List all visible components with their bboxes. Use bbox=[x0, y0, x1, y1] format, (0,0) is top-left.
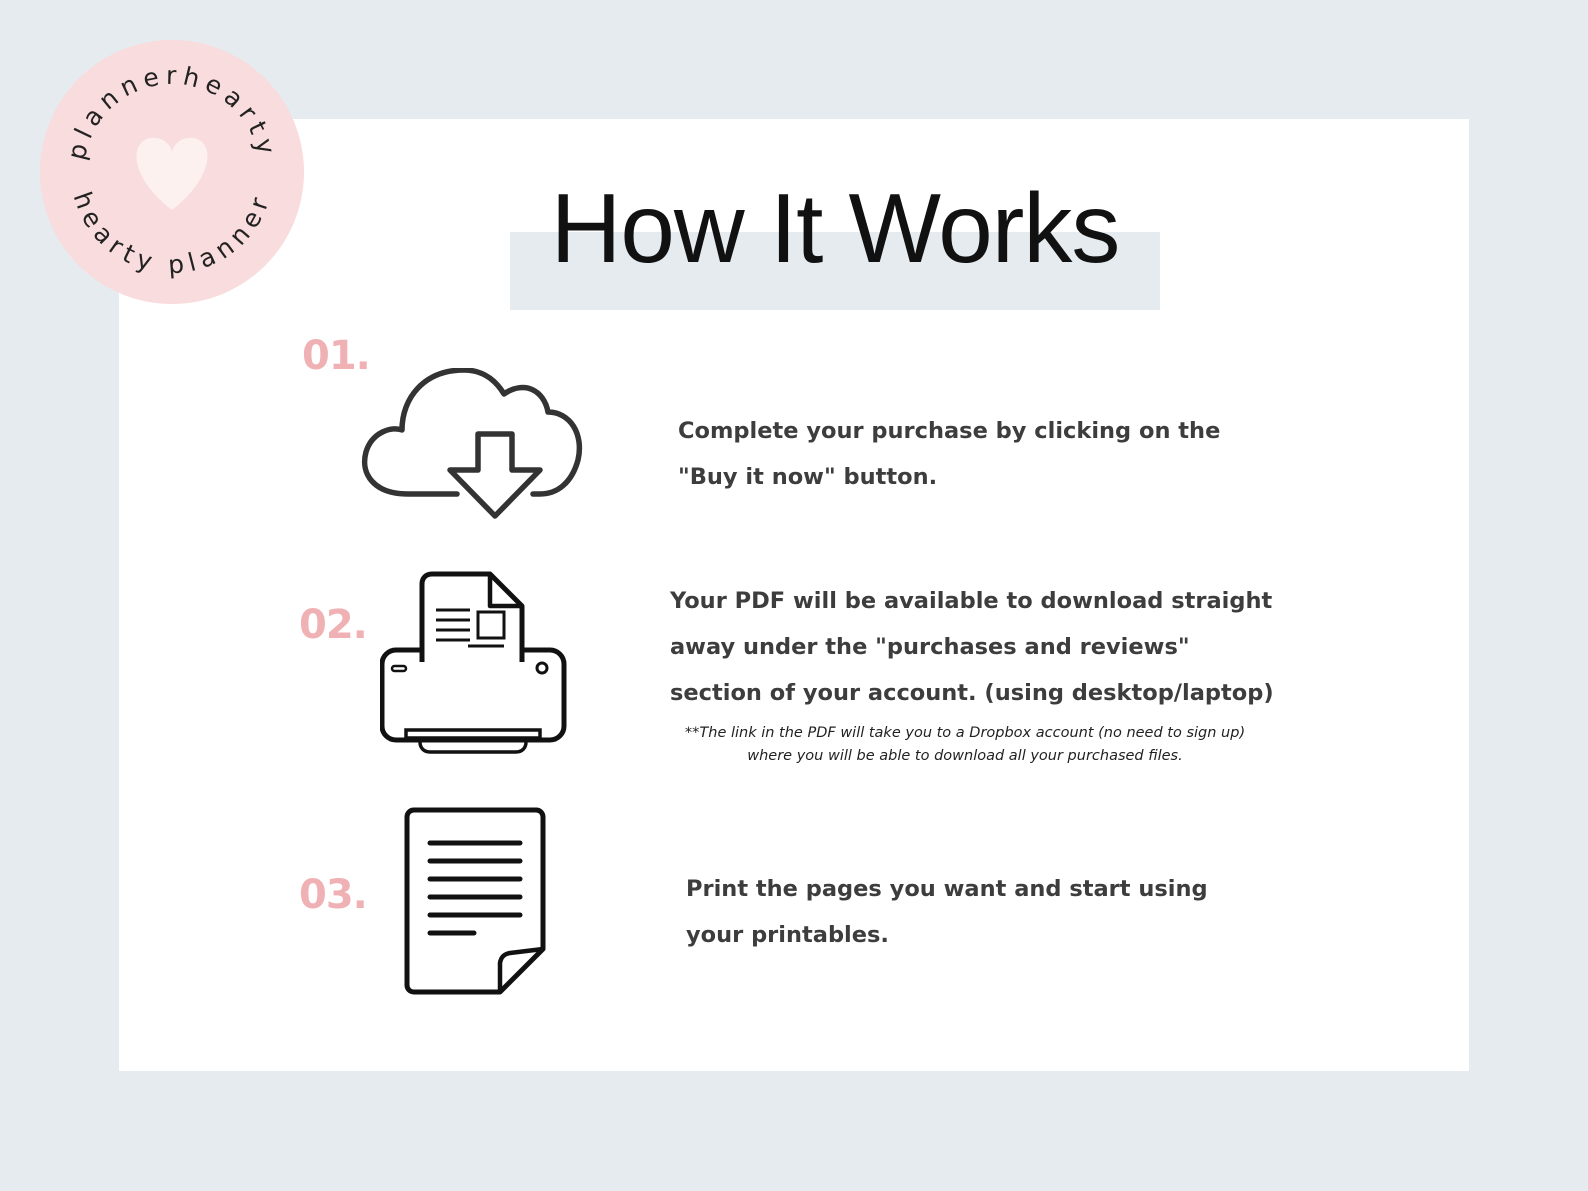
brand-name-bottom: hearty planner bbox=[67, 188, 277, 280]
step-2-line-3: section of your account. (using desktop/laptop) bbox=[670, 680, 1274, 706]
step-3-text bbox=[686, 866, 1208, 958]
document-icon bbox=[404, 807, 550, 999]
step-3-number: 03. bbox=[299, 872, 367, 918]
step-2-line-1: Your PDF will be available to download straight bbox=[670, 588, 1273, 614]
step-1-line-1: Complete your purchase by clicking on the bbox=[678, 418, 1221, 444]
note-line-2: where you will be able to download all your purchased files. bbox=[747, 748, 1183, 764]
step-2-text bbox=[670, 578, 1274, 716]
step-3-line-1: Print the pages you want and start using bbox=[686, 876, 1208, 902]
printer-icon bbox=[380, 570, 570, 765]
step-3-line-2: your printables. bbox=[686, 922, 889, 948]
step-2-number: 02. bbox=[299, 602, 367, 648]
page-title: How It Works bbox=[550, 173, 1120, 283]
dropbox-note bbox=[680, 722, 1250, 768]
step-1-text bbox=[678, 408, 1220, 500]
logo-badge-icon bbox=[40, 40, 304, 304]
brand-name-top: plannerhearty bbox=[61, 60, 283, 163]
step-1-line-2: "Buy it now" button. bbox=[678, 464, 938, 490]
note-line-1: **The link in the PDF will take you to a Dropbox account (no need to sign up) bbox=[684, 725, 1246, 741]
step-1-number: 01. bbox=[302, 333, 370, 379]
step-2-line-2: away under the "purchases and reviews" bbox=[670, 634, 1190, 660]
cloud-download-icon bbox=[360, 368, 590, 528]
brand-logo bbox=[40, 40, 304, 304]
